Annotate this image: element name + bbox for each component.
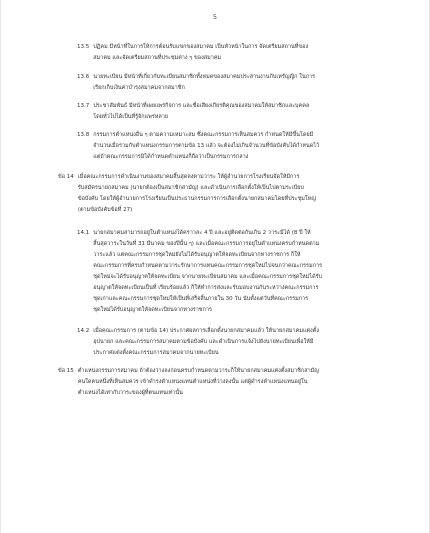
text-line: ตำแหน่งกรรมการสมาคม ถ้าต้องว่างลงก่อนครบกำหนดตามวาระก็ให้นายกสมาคมแต่งตั้งสมาชิกสามัญ: [77, 368, 319, 374]
clause-text: [93, 42, 377, 64]
text-line: อนุญาตให้จดทะเบียนเป็นที่ เรียบร้อยแล้ว ก็ให้ทำการส่งและรับมอบงานกันระหว่างคณะกรรมการ: [93, 285, 319, 291]
text-line: ชุดใหม่ได้รับอนุญาตให้จดทะเบียนจากทางราชการ: [93, 307, 212, 313]
text-line: (ตามข้อบังคับข้อที่ 27): [77, 207, 133, 213]
clause-text: [93, 228, 377, 316]
article-14: [58, 172, 377, 216]
text-line: ตำแหน่งได้เท่ากับวาระของผู้ที่ตนแทนเท่านั้น: [77, 390, 183, 396]
clause-text: [93, 72, 377, 94]
article-number: ข้อ 15: [58, 368, 74, 374]
text-line: รับสมัครนายกสมาคม (นายกต้องเป็นสมาชิกสามัญ) และดำเนินการเลือกตั้งให้เป็นไปตามระเบียบ: [77, 185, 304, 191]
text-line: ชุดใหม่จะได้รับอนุญาตให้จดทะเบียน จากนายทะเบียนสมาคม และเมื่อคณะกรรมการชุดใหม่ได้รับ: [93, 274, 323, 280]
text-line: สิ้นสุดวาระในวันที่ 31 มีนาคม ของปีนั้น ๆ) และเมื่อคณะกรรมการอยู่ในตำแหน่งครบกำหนดตาม: [93, 241, 320, 247]
text-line: ประชาสัมพันธ์ มีหน้าที่เผยแพร่กิจการ และชื่อเสียงเกียรติคุณของสมาคมให้สมาชิกและบุคคล: [93, 103, 310, 109]
page-number: 5: [212, 13, 218, 21]
text-line: คณะกรรมการที่ครบกำหนดตามวาระรักษาการแทนคณะกรรมการชุดใหม่ไปจนกว่าคณะกรรมการ: [93, 263, 322, 269]
clause-13-5: [77, 42, 377, 64]
clause-13-8: [77, 130, 377, 163]
clause-text: [93, 130, 377, 163]
clause-number: 13.7: [77, 103, 90, 109]
clause-number: 13.8: [77, 132, 90, 138]
clause-13-6: [77, 72, 377, 94]
article-number: ข้อ 14: [58, 174, 74, 180]
text-line: เมื่อคณะกรรมการ (ตามข้อ 14) ประกาศผลการเลือกตั้งนายกสมาคมแล้ว ให้นายกสมาคมแต่งตั้ง: [93, 328, 320, 334]
text-line: ประกาศแต่งตั้งคณะกรรมการสมาคมจากนายทะเบียน: [93, 350, 219, 356]
clause-14-2: [77, 326, 377, 359]
text-line: แต่ถ้าคณะกรรมการมิได้กำหนดตำแหน่งก็ถือว่าเป็นกรรมการกลาง: [93, 154, 249, 160]
text-line: นายทะเบียน มีหน้าที่เกี่ยวกับทะเบียนสมาชิกทั้งหมดของสมาคมประสานงานกับเหรัญญิก ในการ: [93, 74, 316, 80]
text-line: ข้อบังคับ โดยให้ผู้อำนวยการโรงเรียนเป็นประธานกรรมการการเลือกตั้งนายกสมาคมโดยที่ประชุมใหญ่: [77, 196, 316, 202]
text-line: โดยทั่วไปได้เป็นที่รู้จักแพร่หลาย: [93, 114, 169, 120]
text-line: เรียกเก็บเงินค่าบำรุงสมาคมจากสมาชิก: [93, 85, 185, 91]
text-line: จำนวนเมื่อรวมกับตำแหน่งกรรมการตามข้อ 13 แล้ว จะต้องไม่เกินจำนวนที่ข้อบังคับได้กำหนดไว้: [93, 143, 320, 149]
text-line: ชุดเก่าและคณะกรรมการชุดใหม่ให้เป็นที่เสร็จสิ้นภายใน 30 วัน นับตั้งแต่วันที่คณะกรรมการ: [93, 296, 309, 302]
clause-text: [93, 326, 377, 359]
text-line: วาระแล้ว แต่คณะกรรมการชุดใหม่ยังไม่ได้รับอนุญาตให้จดทะเบียนจากทางราชการ ก็ให้: [93, 252, 301, 258]
text-line: กรรมการตำแหน่งอื่น ๆ ตามความเหมาะสม ซึ่งคณะกรรมการเห็นสมควร กำหนดให้มีขึ้นโดยมี: [93, 132, 314, 138]
clause-14-1: [77, 228, 377, 316]
text-line: ปฏิคม มีหน้าที่ในการให้การต้อนรับแขกของสมาคม เป็นหัวหน้าในการ จัดเตรียมสถานที่ของ: [93, 44, 309, 50]
clause-text: [93, 101, 377, 123]
text-line: อุปนายก และคณะกรรมการสมาคมตามข้อบังคับ และดำเนินการแจ้งไปยังนายทะเบียนเพื่อให้มี: [93, 339, 314, 345]
clause-number: 14.1: [77, 230, 90, 236]
article-15: [58, 366, 377, 399]
text-line: สมาคม และจัดเตรียมสถานที่ประชุมต่าง ๆ ของสมาคม: [93, 55, 222, 61]
article-text: [78, 366, 377, 399]
clause-13-7: [77, 101, 377, 123]
clause-number: 13.6: [77, 74, 90, 80]
article-text: [78, 172, 377, 216]
text-line: เมื่อคณะกรรมการดำเนินงานของสมาคมสิ้นสุดลงตามวาระ ให้ผู้อำนวยการโรงเรียนจัดให้มีการ: [77, 174, 300, 180]
clause-number: 13.5: [77, 44, 90, 50]
text-line: คนใดคนหนึ่งที่เห็นสมควร เข้าดำรงตำแหน่งแทนตำแหน่งที่ว่างลงนั้น แต่ผู้ดำรงตำแหน่งแทนอยู่ใน: [77, 379, 308, 385]
text-line: นายกสมาคมสามารถอยู่ในตำแหน่งได้คราวละ 4 ปี และอยู่ติดต่อกันเกิน 2 วาระมิได้ (8 ปี ให้: [93, 230, 311, 236]
clause-number: 14.2: [77, 328, 90, 334]
